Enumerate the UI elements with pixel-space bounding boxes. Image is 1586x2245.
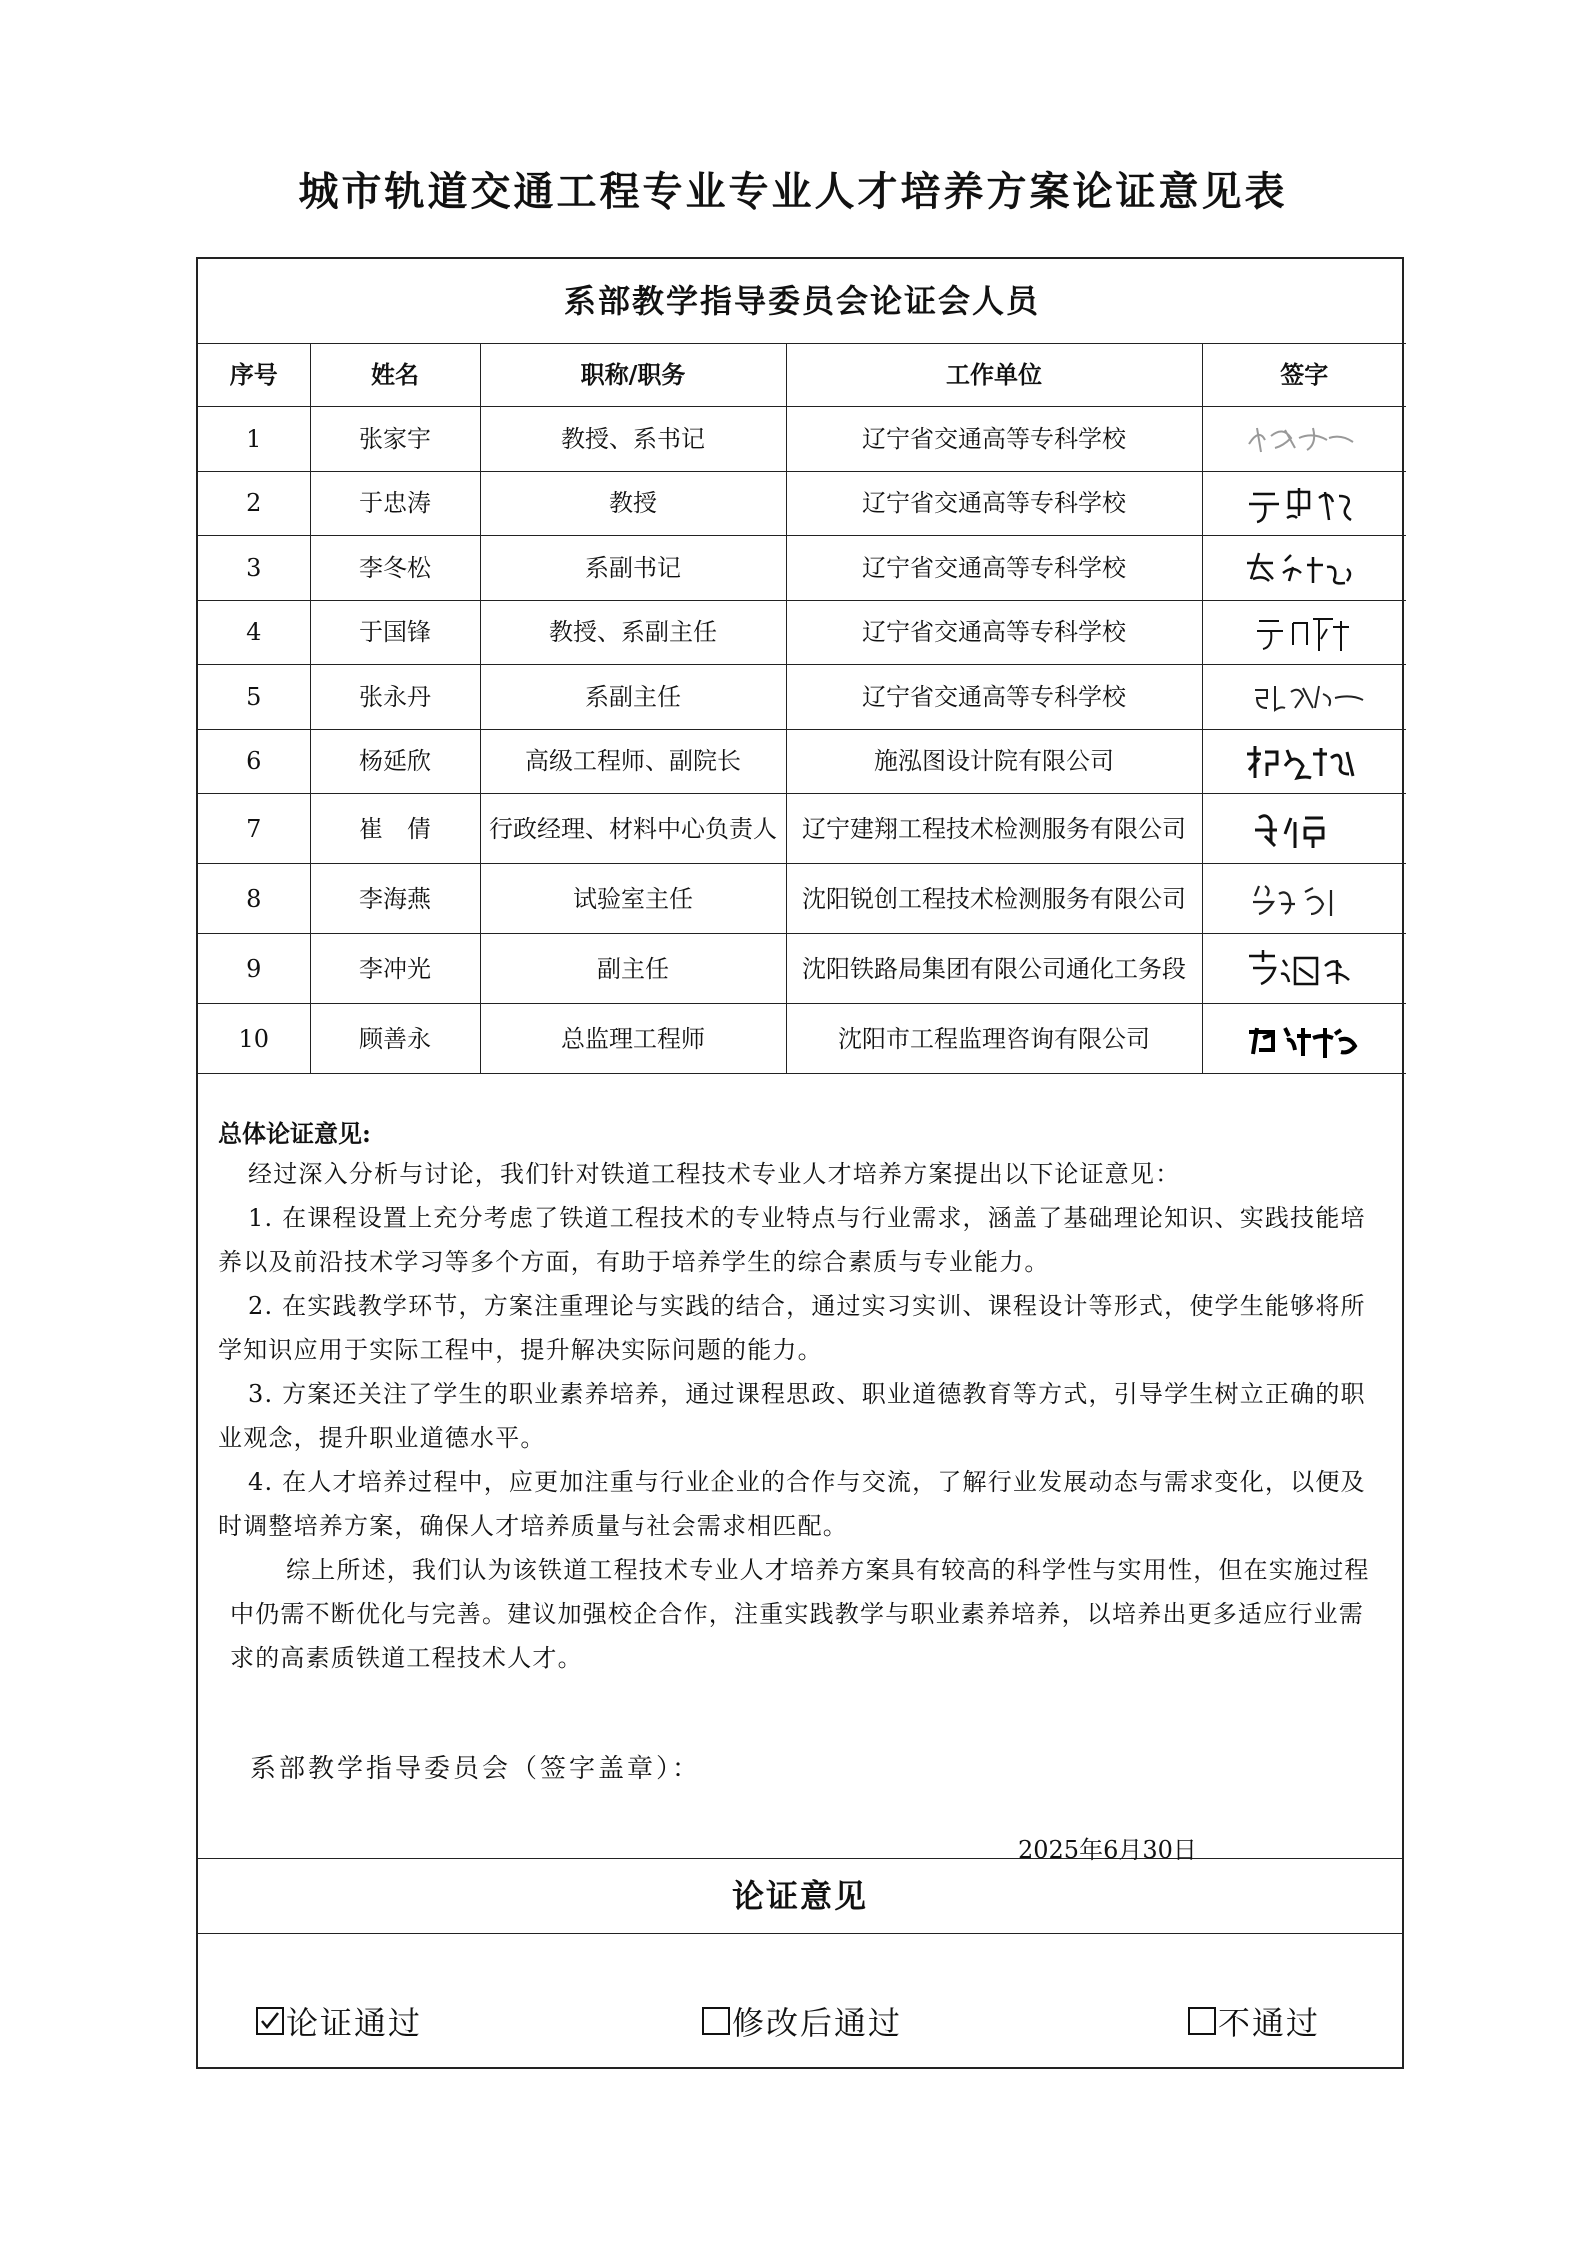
table-row — [198, 934, 1406, 1004]
committee-table — [198, 259, 1406, 1074]
member-name: 杨延欣 — [310, 729, 480, 794]
signature-image — [1229, 672, 1379, 722]
member-unit: 辽宁省交通高等专科学校 — [786, 536, 1202, 601]
signature-cell — [1202, 1004, 1406, 1074]
opinion-paragraph: 1. 在课程设置上充分考虑了铁道工程技术的专业特点与行业需求，涵盖了基础理论知识、实践技能培养以及前沿技术学习等多个方面，有助于培养学生的综合素质与专业能力。 — [218, 1203, 1366, 1276]
member-no: 6 — [198, 729, 310, 794]
table-row — [198, 407, 1406, 472]
table-row — [198, 536, 1406, 601]
member-title: 副主任 — [480, 934, 786, 1004]
member-unit: 辽宁省交通高等专科学校 — [786, 665, 1202, 730]
member-name: 崔 倩 — [310, 794, 480, 864]
verdict-options — [198, 1934, 1402, 2064]
member-unit: 辽宁建翔工程技术检测服务有限公司 — [786, 794, 1202, 864]
verdict-heading: 论证意见 — [198, 1859, 1402, 1934]
signature-cell — [1202, 536, 1406, 601]
signature-image — [1229, 607, 1379, 657]
empty-checkbox-icon[interactable] — [702, 2007, 730, 2035]
column-header: 签字 — [1202, 344, 1406, 407]
member-no: 7 — [198, 794, 310, 864]
member-no: 3 — [198, 536, 310, 601]
member-name: 张永丹 — [310, 665, 480, 730]
empty-checkbox-icon[interactable] — [1188, 2007, 1216, 2035]
option-rejected[interactable] — [1188, 1998, 1320, 2044]
overall-opinion-label: 总体论证意见: — [218, 1118, 371, 1148]
signature-cell — [1202, 600, 1406, 665]
option-label: 论证通过 — [286, 2003, 423, 2042]
signature-image — [1229, 414, 1379, 464]
member-name: 李海燕 — [310, 864, 480, 934]
member-no: 1 — [198, 407, 310, 472]
option-label: 修改后通过 — [732, 2003, 903, 2042]
member-unit: 辽宁省交通高等专科学校 — [786, 600, 1202, 665]
member-title: 教授 — [480, 471, 786, 536]
signature-cell — [1202, 934, 1406, 1004]
committee-sign-line: 系部教学指导委员会（签字盖章）： — [250, 1753, 702, 1784]
member-no: 9 — [198, 934, 310, 1004]
signature-image — [1229, 804, 1379, 854]
member-name: 张家宇 — [310, 407, 480, 472]
opinion-paragraph: 3. 方案还关注了学生的职业素养培养，通过课程思政、职业道德教育等方式，引导学生树立正确的职业观念，提升职业道德水平。 — [218, 1379, 1366, 1452]
signature-image — [1229, 944, 1379, 994]
member-title: 教授、系副主任 — [480, 600, 786, 665]
member-unit: 沈阳市工程监理咨询有限公司 — [786, 1004, 1202, 1074]
member-no: 5 — [198, 665, 310, 730]
argumentation-form — [196, 257, 1404, 2069]
document-title: 城市轨道交通工程专业专业人才培养方案论证意见表 — [298, 168, 1288, 215]
signature-image — [1229, 874, 1379, 924]
member-title: 系副主任 — [480, 665, 786, 730]
member-unit: 施泓图设计院有限公司 — [786, 729, 1202, 794]
column-header: 职称/职务 — [480, 344, 786, 407]
member-no: 10 — [198, 1004, 310, 1074]
signature-image — [1229, 478, 1379, 528]
option-approved-after-revision[interactable] — [702, 1998, 902, 2044]
table-row — [198, 729, 1406, 794]
signature-cell — [1202, 794, 1406, 864]
member-no: 2 — [198, 471, 310, 536]
signature-cell — [1202, 471, 1406, 536]
opinion-paragraph: 综上所述，我们认为该铁道工程技术专业人才培养方案具有较高的科学性与实用性，但在实施过程中仍需不断优化与完善。建议加强校企合作，注重实践教学与职业素养培养，以培养出更多适应行业需求的高素质铁道工程技术人才。 — [230, 1555, 1370, 1672]
signature-cell — [1202, 665, 1406, 730]
member-name: 顾善永 — [310, 1004, 480, 1074]
committee-heading: 系部教学指导委员会论证会人员 — [198, 259, 1406, 344]
signature-image — [1229, 543, 1379, 593]
checked-checkbox-icon[interactable] — [256, 2007, 284, 2035]
table-row — [198, 600, 1406, 665]
member-unit: 辽宁省交通高等专科学校 — [786, 407, 1202, 472]
signature-image — [1229, 736, 1379, 786]
member-title: 教授、系书记 — [480, 407, 786, 472]
opinion-paragraph: 4. 在人才培养过程中，应更加注重与行业企业的合作与交流，了解行业发展动态与需求变化，以便及时调整培养方案，确保人才培养质量与社会需求相匹配。 — [218, 1467, 1366, 1540]
option-approved[interactable] — [256, 1998, 422, 2044]
table-row — [198, 794, 1406, 864]
table-header-row — [198, 344, 1406, 407]
member-title: 行政经理、材料中心负责人 — [480, 794, 786, 864]
member-title: 高级工程师、副院长 — [480, 729, 786, 794]
overall-opinion-section — [198, 1074, 1402, 1864]
member-title: 总监理工程师 — [480, 1004, 786, 1074]
member-unit: 沈阳锐创工程技术检测服务有限公司 — [786, 864, 1202, 934]
column-header: 序号 — [198, 344, 310, 407]
column-header: 姓名 — [310, 344, 480, 407]
member-name: 于忠涛 — [310, 471, 480, 536]
member-title: 试验室主任 — [480, 864, 786, 934]
table-row — [198, 1004, 1406, 1074]
member-name: 于国锋 — [310, 600, 480, 665]
signature-image — [1229, 1014, 1379, 1064]
signature-cell — [1202, 864, 1406, 934]
option-label: 不通过 — [1218, 2003, 1321, 2042]
member-no: 8 — [198, 864, 310, 934]
table-row — [198, 665, 1406, 730]
table-row — [198, 471, 1406, 536]
member-no: 4 — [198, 600, 310, 665]
column-header: 工作单位 — [786, 344, 1202, 407]
opinion-date: 2025年6月30日 — [1018, 1835, 1197, 1864]
member-title: 系副书记 — [480, 536, 786, 601]
member-name: 李冲光 — [310, 934, 480, 1004]
table-row — [198, 864, 1406, 934]
opinion-paragraph: 2. 在实践教学环节，方案注重理论与实践的结合，通过实习实训、课程设计等形式，使学生能够将所学知识应用于实际工程中，提升解决实际问题的能力。 — [218, 1291, 1366, 1364]
signature-cell — [1202, 407, 1406, 472]
opinion-paragraph: 经过深入分析与讨论，我们针对铁道工程技术专业人才培养方案提出以下论证意见： — [248, 1159, 1181, 1188]
signature-cell — [1202, 729, 1406, 794]
member-name: 李冬松 — [310, 536, 480, 601]
member-unit: 辽宁省交通高等专科学校 — [786, 471, 1202, 536]
member-unit: 沈阳铁路局集团有限公司通化工务段 — [786, 934, 1202, 1004]
